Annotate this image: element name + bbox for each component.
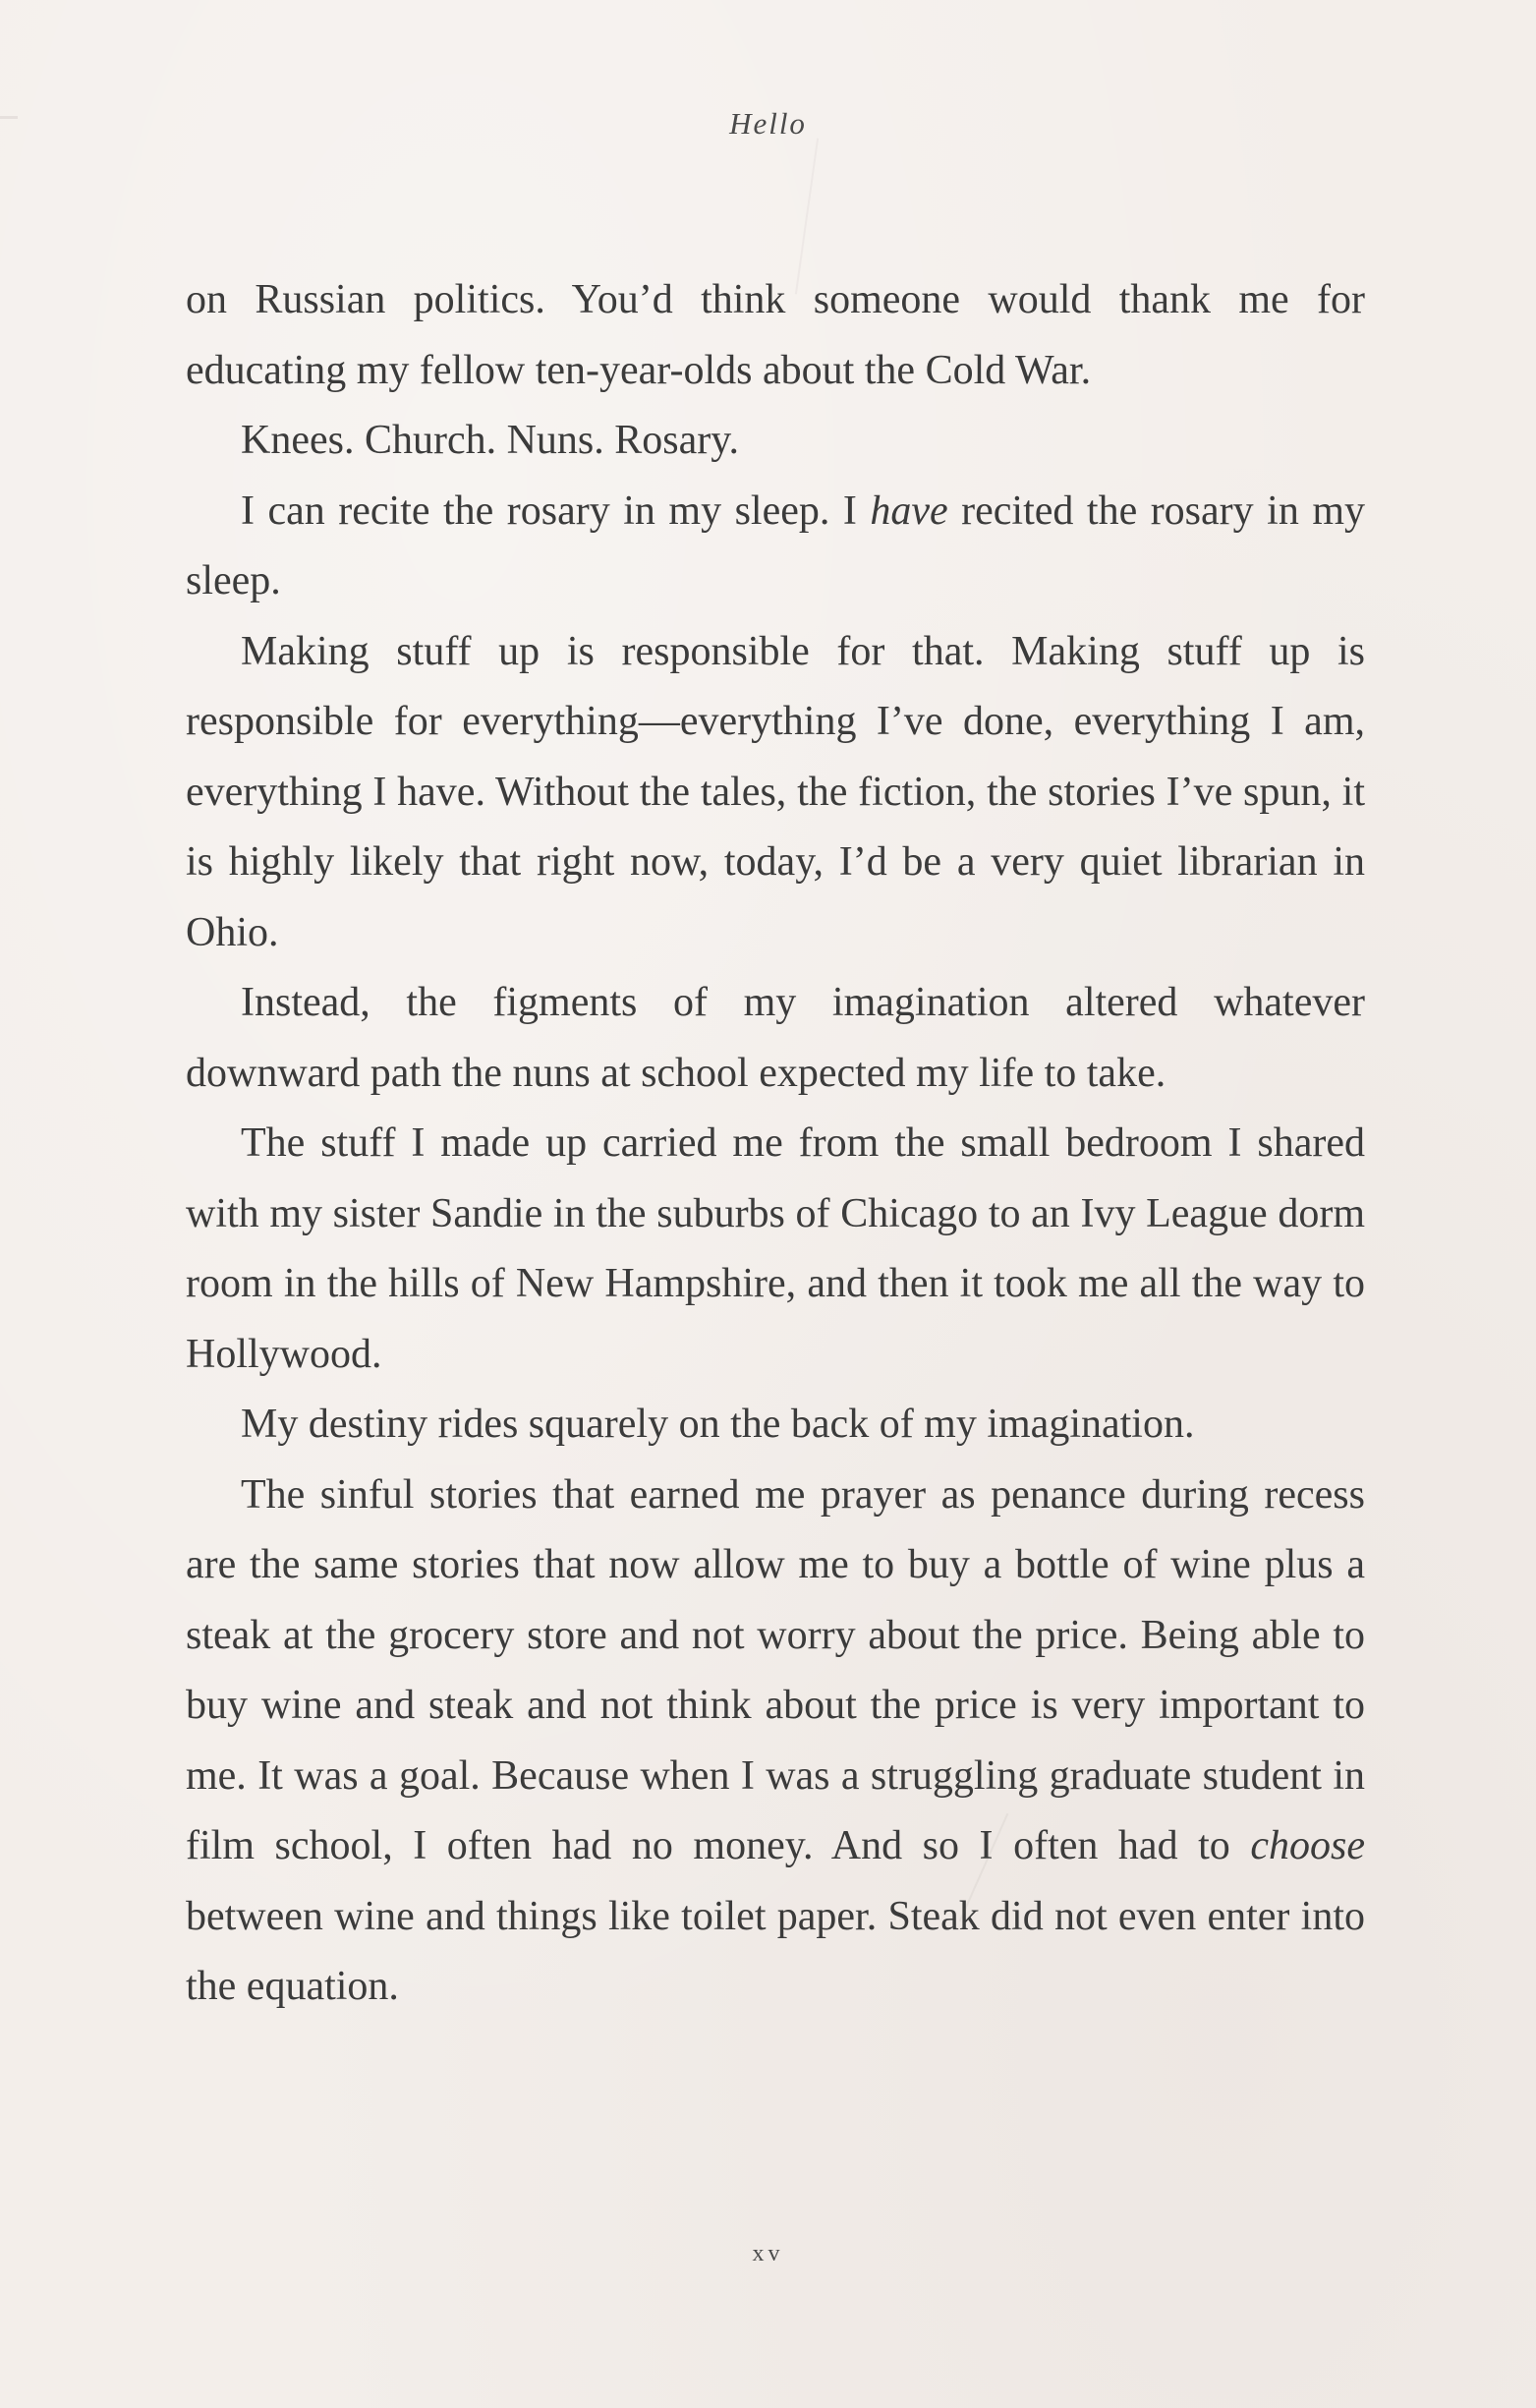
paragraph-8-before: The sinful stories that earned me prayer as penance during recess are the same stories that now allow me to buy a bottle of wine plus a steak at the grocery store and not worry about the price. Being able to buy wine and steak and not think about the price is very important to me. It was a goal. Because when I was a struggling graduate student in film school, I often had no money. And so I often had to	[186, 1471, 1365, 1868]
paragraph-5: Instead, the figments of my imagination altered whatever downward path the nuns at school expected my life to take.	[186, 980, 1365, 1096]
page-number: xv	[752, 2241, 784, 2266]
body-text	[186, 265, 1365, 2023]
paragraph-3-after: recited the rosary in my sleep.	[186, 487, 1365, 603]
running-head: Hello	[729, 106, 807, 141]
paragraph-3-emphasis: have	[870, 487, 948, 534]
paragraph-8	[186, 1461, 1365, 2023]
scan-artifact-line	[0, 116, 18, 119]
paragraph-3-before: I can recite the rosary in my sleep. I	[241, 487, 871, 534]
paragraph-8-emphasis: choose	[1250, 1823, 1365, 1868]
paragraph-3	[186, 477, 1365, 617]
paragraph-1: on Russian politics. You’d think someone would thank me for educating my fellow ten-year-olds about the Cold War.	[186, 277, 1365, 393]
paragraph-4: Making stuff up is responsible for that. Making stuff up is responsible for everything—everything I’ve done, everything I am, everything I have. Without the tales, the fiction, the stories I’ve spun, it is highly likely that right now, today, I’d be a very quiet librarian in Ohio.	[186, 628, 1365, 955]
paragraph-7: My destiny rides squarely on the back of my imagination.	[241, 1402, 1195, 1447]
paragraph-6: The stuff I made up carried me from the small bedroom I shared with my sister Sandie in the suburbs of Chicago to an Ivy League dorm room in the hills of New Hampshire, and then it took me all the way to Hollywood.	[186, 1120, 1365, 1377]
paragraph-8-after: between wine and things like toilet paper. Steak did not even enter into the equation.	[186, 1893, 1365, 2009]
paragraph-2: Knees. Church. Nuns. Rosary.	[241, 418, 740, 463]
